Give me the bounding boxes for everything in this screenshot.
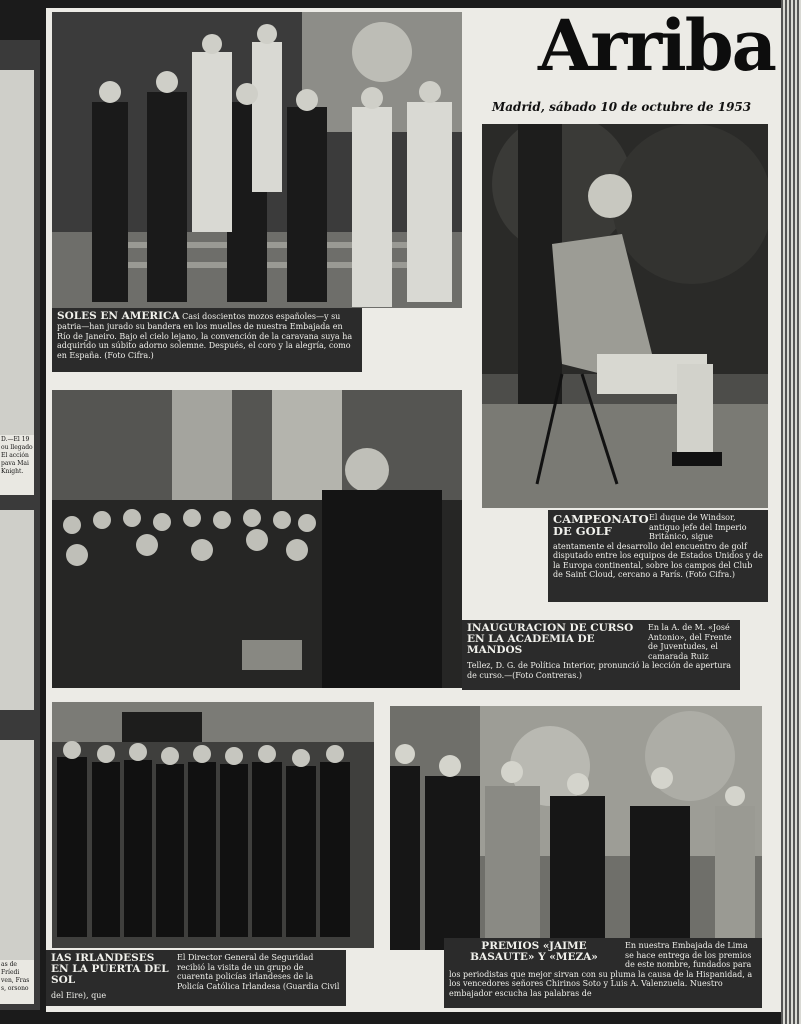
photo-premios-illustration <box>390 706 762 950</box>
prev-fragment: ven, Fras <box>1 977 30 984</box>
caption-academia-title: INAUGURACION DE CURSO EN LA ACADEMIA DE MANDOS <box>467 622 634 656</box>
caption-america-body: Casi doscientos mozos españoles—y su patria—han jurado su bandera en los muelles de nuestra Embajada en Río de Janeiro. Bajo el cielo lejano, la convención de la caravana suya ha adquirido un súbito adorno solemne. Después, el coro y la alegría, como en España. (Foto Cifra.) <box>57 312 353 360</box>
prev-fragment: as de Fríedi <box>1 961 20 976</box>
binding-spine <box>781 0 801 1024</box>
prev-fragment: D.—El 19 <box>1 436 30 443</box>
photo-premios-embassy-lima <box>390 706 762 950</box>
caption-premios-body: En nuestra Embajada de Lima se hace entrega de los premios de este nombre, fundados para los periodistas que mejor sirvan con su pluma la causa de la Hispanidad, a los vencedores señores Chirinos Soto y Luis A. Valenzuela. Nuestro embajador escucha las palabras de <box>449 941 753 998</box>
caption-golf-body: El duque de Windsor, antiguo jefe del Imperio Británico, sigue atentamente el desarrollo del encuentro de golf disputado entre los equipos de Estados Unidos y de la Europa continental, sobre los campos del Club de Saint Cloud, cercano a París. (Foto Cifra.) <box>553 513 763 579</box>
photo-sailors-embassy <box>52 12 462 308</box>
dateline: Madrid, sábado 10 de octubre de 1953 <box>492 100 752 114</box>
photo-irlandeses-illustration <box>52 702 374 948</box>
photo-irish-police-group <box>52 702 374 948</box>
caption-america-title: SOLES EN AMERICA <box>57 310 180 322</box>
photo-duke-of-windsor-golf <box>482 124 768 508</box>
previous-page-caption <box>0 435 34 495</box>
previous-page-caption <box>0 960 34 1004</box>
caption-irlandeses-title: IAS IRLANDESES EN LA PUERTA DEL SOL <box>51 952 169 986</box>
caption-academia-body: En la A. de M. «José Antonio», del Frente de Juventudes, el camarada Ruiz Tellez, D. G. de Política Interior, pronunció la lección de apertura de curso.—(Foto Contreras.) <box>467 623 732 680</box>
previous-page-photo <box>0 70 34 450</box>
prev-fragment: s, orsono <box>1 985 29 992</box>
caption-irlandeses <box>46 950 346 1006</box>
photo-academia-de-mandos <box>52 390 462 688</box>
prev-fragment: El acción <box>1 452 29 459</box>
caption-irlandeses-body: El Director General de Seguridad recibió la visita de un grupo de cuarenta policías irlandeses de la Policía Católica Irlandesa (Guardia Civil del Eire), que <box>51 953 340 1000</box>
prev-fragment: ou llegado <box>1 444 33 451</box>
caption-golf-title: CAMPEONATO DE GOLF <box>553 512 649 538</box>
caption-academia <box>462 620 740 690</box>
caption-premios-title: PREMIOS «JAIME BASAUTE» Y «MEZA» <box>470 940 598 963</box>
photo-golf-illustration <box>482 124 768 508</box>
masthead-title: Arriba <box>538 4 775 87</box>
caption-golf <box>548 510 768 602</box>
caption-america <box>52 308 362 372</box>
prev-fragment: pava Mai <box>1 460 29 467</box>
photo-academia-illustration <box>52 390 462 688</box>
photo-sailors-illustration <box>52 12 462 308</box>
caption-premios <box>444 938 762 1008</box>
previous-page-edge <box>0 40 40 1010</box>
previous-page-photo <box>0 740 34 960</box>
prev-fragment: Knight. <box>1 468 24 475</box>
previous-page-photo <box>0 510 34 710</box>
